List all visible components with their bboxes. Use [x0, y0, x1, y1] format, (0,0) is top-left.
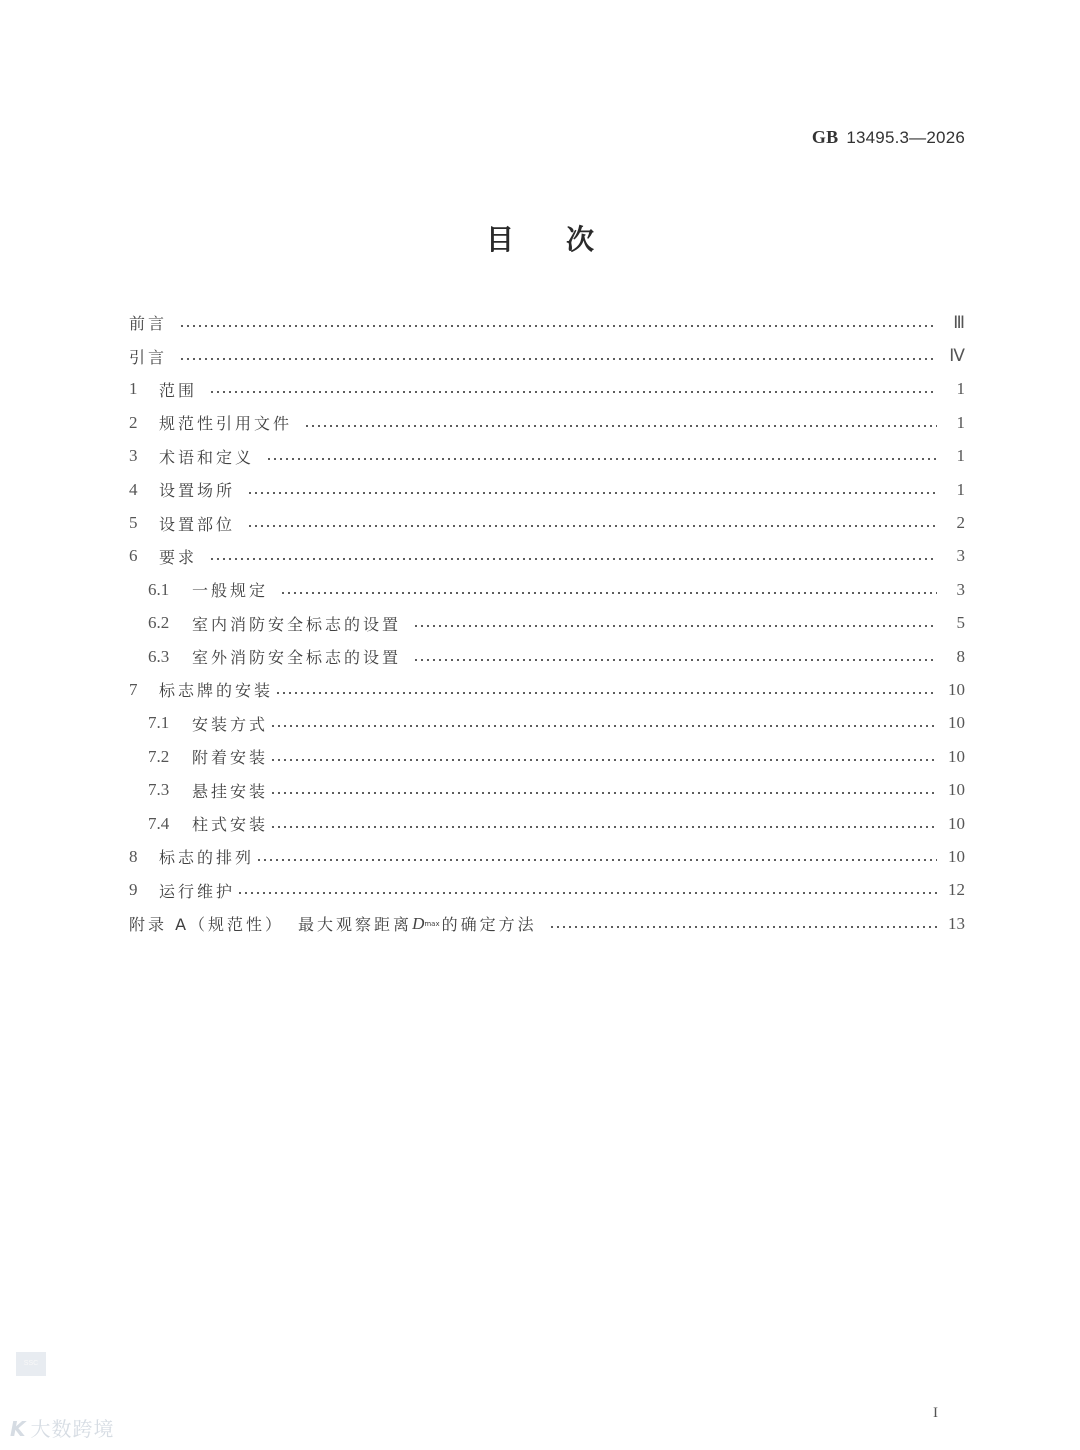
- toc-entry-label: 悬挂安装: [192, 781, 269, 801]
- toc-entry-label: 标志牌的安装: [159, 681, 274, 701]
- toc-entry-page: 1: [956, 446, 965, 466]
- toc-entry-label: 术语和定义: [159, 447, 255, 467]
- watermark-box: SSC: [16, 1352, 46, 1376]
- toc-entry-label: 引言: [129, 347, 168, 367]
- toc-entry-label: 一般规定: [192, 581, 269, 601]
- dot-leader: [304, 425, 937, 427]
- dot-leader: [280, 592, 937, 594]
- brand-name: 大数跨境: [30, 1417, 115, 1441]
- toc-entry-page: Ⅳ: [949, 346, 965, 366]
- toc-entry-page: 2: [956, 513, 965, 533]
- toc-entry-9[interactable]: [129, 874, 965, 907]
- table-of-contents: [129, 306, 965, 940]
- toc-entry-number: 6.3: [148, 646, 170, 666]
- toc-entry-page: Ⅲ: [953, 312, 965, 332]
- toc-entry-number: 2: [129, 412, 138, 432]
- toc-entry-introduction[interactable]: [129, 339, 965, 372]
- toc-entry-3[interactable]: [129, 440, 965, 473]
- dot-leader: [270, 759, 937, 761]
- dot-leader: [179, 358, 937, 360]
- appendix-label-after: 的确定方法: [441, 915, 537, 935]
- title-char-2: 次: [566, 223, 595, 256]
- toc-entry-7-4[interactable]: [129, 807, 965, 840]
- toc-entry-number: 7.4: [148, 813, 170, 833]
- dot-leader: [247, 492, 937, 494]
- toc-entry-page: 10: [948, 713, 965, 733]
- appendix-prefix: 附录 A（规范性）: [129, 915, 285, 935]
- toc-entry-label: 柱式安装: [192, 815, 269, 835]
- toc-entry-8[interactable]: [129, 840, 965, 873]
- toc-entry-page: 13: [948, 913, 965, 933]
- brand-logo-icon: K: [10, 1417, 27, 1441]
- dot-leader: [549, 926, 937, 928]
- dot-leader: [256, 859, 937, 861]
- toc-entry-6-1[interactable]: [129, 573, 965, 606]
- toc-entry-appendix-a[interactable]: [129, 907, 965, 940]
- standard-number: [812, 127, 965, 148]
- toc-entry-label: 规范性引用文件: [159, 414, 293, 434]
- dot-leader: [413, 625, 937, 627]
- toc-entry-page: 10: [948, 846, 965, 866]
- toc-entry-7-2[interactable]: [129, 740, 965, 773]
- dot-leader: [266, 458, 937, 460]
- dot-leader: [179, 325, 937, 327]
- toc-entry-page: 10: [948, 746, 965, 766]
- toc-entry-number: 7.3: [148, 780, 170, 800]
- dot-leader: [247, 525, 937, 527]
- toc-entry-number: 1: [129, 379, 138, 399]
- toc-entry-6-2[interactable]: [129, 607, 965, 640]
- toc-entry-number: 6.2: [148, 613, 170, 633]
- toc-entry-label: 要求: [159, 547, 198, 567]
- toc-entry-number: 7.2: [148, 746, 170, 766]
- toc-entry-number: 8: [129, 846, 138, 866]
- toc-entry-page: 1: [956, 479, 965, 499]
- toc-entry-number: 7.1: [148, 713, 170, 733]
- toc-entry-7-3[interactable]: [129, 773, 965, 806]
- toc-entry-4[interactable]: [129, 473, 965, 506]
- appendix-label-before: 最大观察距离: [298, 915, 413, 935]
- toc-entry-7[interactable]: [129, 673, 965, 706]
- dot-leader: [270, 826, 937, 828]
- watermark-brand: [10, 1413, 115, 1442]
- appendix-subscript: max: [424, 919, 440, 928]
- standard-prefix: GB: [811, 127, 839, 147]
- toc-entry-page: 3: [956, 579, 965, 599]
- toc-entry-page: 10: [948, 813, 965, 833]
- toc-entry-5[interactable]: [129, 506, 965, 539]
- toc-entry-page: 5: [956, 613, 965, 633]
- appendix-symbol: D: [412, 913, 425, 933]
- toc-entry-page: 1: [956, 379, 965, 399]
- toc-entry-label: 设置场所: [159, 481, 236, 501]
- toc-entry-6-3[interactable]: [129, 640, 965, 673]
- title-char-1: 目: [485, 223, 514, 256]
- toc-entry-number: 6.1: [148, 579, 170, 599]
- toc-entry-7-1[interactable]: [129, 707, 965, 740]
- standard-code: 13495.3—2026: [846, 128, 965, 147]
- toc-entry-number: 9: [129, 880, 138, 900]
- toc-entry-page: 1: [956, 412, 965, 432]
- toc-entry-number: 5: [129, 513, 138, 533]
- toc-entry-label: 运行维护: [159, 881, 236, 901]
- toc-entry-page: 10: [948, 679, 965, 699]
- dot-leader: [209, 391, 937, 393]
- dot-leader: [270, 792, 937, 794]
- dot-leader: [413, 659, 937, 661]
- toc-entry-page: 12: [948, 880, 965, 900]
- toc-entry-2[interactable]: [129, 406, 965, 439]
- toc-entry-page: 8: [956, 646, 965, 666]
- dot-leader: [275, 692, 937, 694]
- toc-entry-label: 范围: [159, 380, 198, 400]
- toc-entry-1[interactable]: [129, 373, 965, 406]
- toc-entry-label: 安装方式: [192, 714, 269, 734]
- toc-entry-label: 室内消防安全标志的设置: [192, 614, 402, 634]
- footer-page-number: I: [933, 1405, 938, 1421]
- toc-entry-page: 3: [956, 546, 965, 566]
- toc-entry-6[interactable]: [129, 540, 965, 573]
- toc-entry-label: 附着安装: [192, 748, 269, 768]
- toc-entry-label: 前言: [129, 314, 168, 334]
- toc-entry-foreword[interactable]: [129, 306, 965, 339]
- toc-entry-number: 4: [129, 479, 138, 499]
- toc-entry-page: 10: [948, 780, 965, 800]
- toc-entry-number: 7: [129, 679, 138, 699]
- toc-entry-label: 标志的排列: [159, 848, 255, 868]
- page-title: [0, 218, 1080, 258]
- dot-leader: [270, 725, 937, 727]
- toc-entry-label: 室外消防安全标志的设置: [192, 648, 402, 668]
- toc-entry-label: 设置部位: [159, 514, 236, 534]
- toc-entry-number: 6: [129, 546, 138, 566]
- toc-entry-number: 3: [129, 446, 138, 466]
- dot-leader: [209, 558, 937, 560]
- dot-leader: [237, 892, 937, 894]
